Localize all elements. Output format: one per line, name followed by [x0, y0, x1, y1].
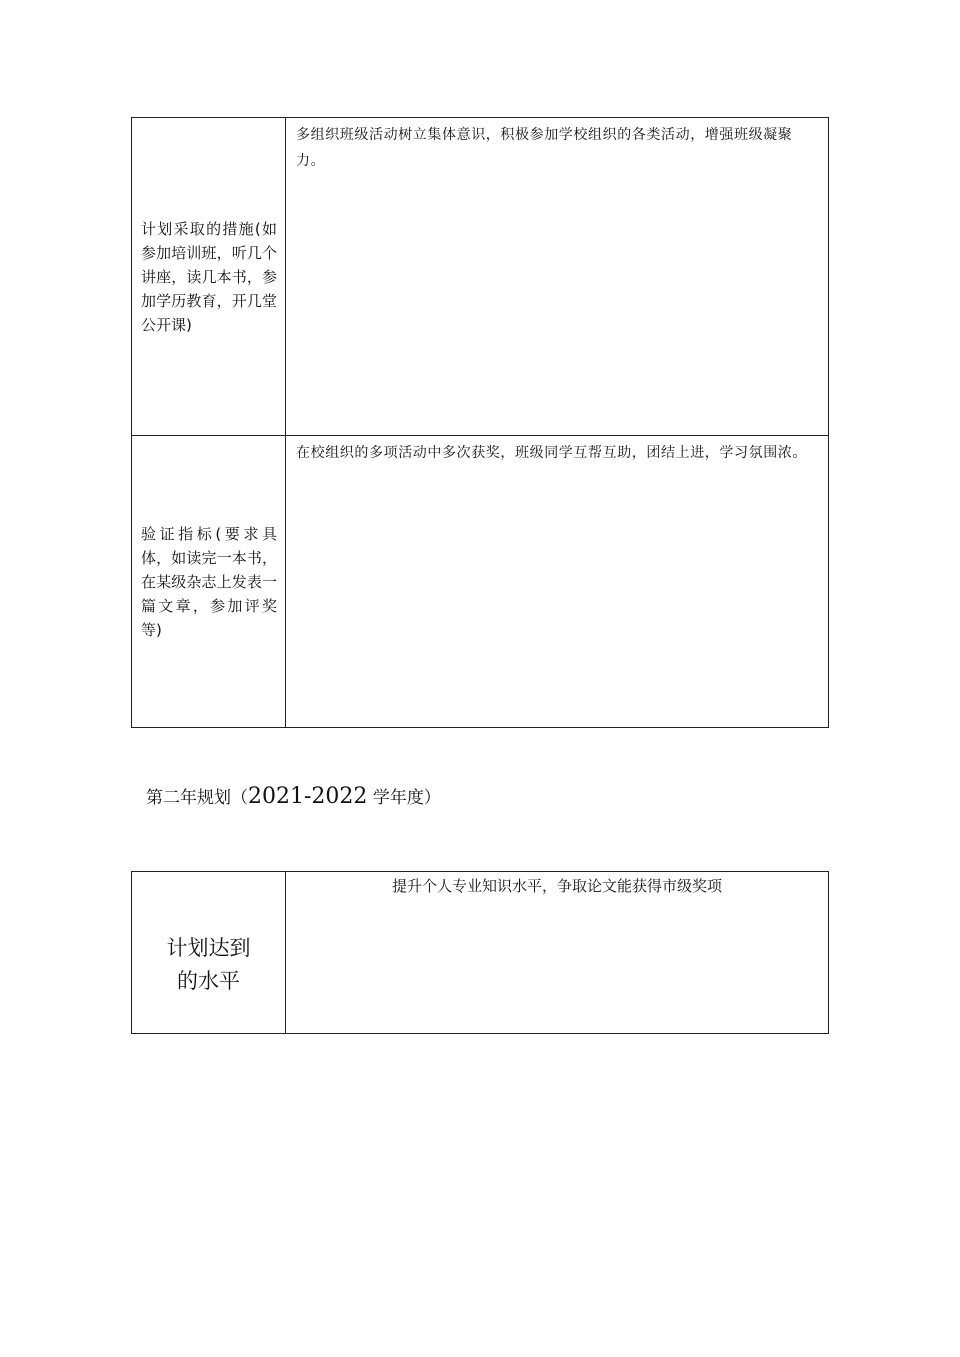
heading-suffix: 学年度） [367, 788, 441, 808]
target-level-label-line1: 计划达到 [166, 935, 251, 960]
indicators-content: 在校组织的多项活动中多次获奖，班级同学互帮互助，团结上进，学习氛围浓。 [296, 445, 807, 461]
target-level-label-cell [132, 872, 286, 1034]
target-level-content-cell [286, 872, 829, 1034]
table-row [132, 118, 829, 436]
measures-content: 多组织班级活动树立集体意识，积极参加学校组织的各类活动，增强班级凝聚力。 [296, 127, 793, 169]
table-row [132, 872, 829, 1034]
measures-label: 计划采取的措施(如参加培训班，听几个讲座，读几本书，参加学历教育，开几堂公开课) [141, 219, 277, 334]
heading-years: 2021-2022 [248, 784, 368, 809]
heading-prefix: 第二年规划（ [146, 788, 248, 808]
section-heading-year2 [146, 782, 441, 813]
indicators-content-cell [286, 436, 829, 728]
year1-plan-table [131, 117, 829, 728]
indicators-label: 验证指标(要求具体，如读完一本书，在某级杂志上发表一篇文章，参加评奖等) [141, 524, 277, 639]
table-row [132, 436, 829, 728]
indicators-label-cell [132, 436, 286, 728]
target-level-label [132, 908, 285, 998]
target-level-content: 提升个人专业知识水平，争取论文能获得市级奖项 [391, 877, 722, 895]
measures-label-cell [132, 118, 286, 436]
measures-content-cell [286, 118, 829, 436]
target-level-label-line2: 的水平 [177, 968, 240, 993]
year2-plan-table [131, 871, 829, 1034]
